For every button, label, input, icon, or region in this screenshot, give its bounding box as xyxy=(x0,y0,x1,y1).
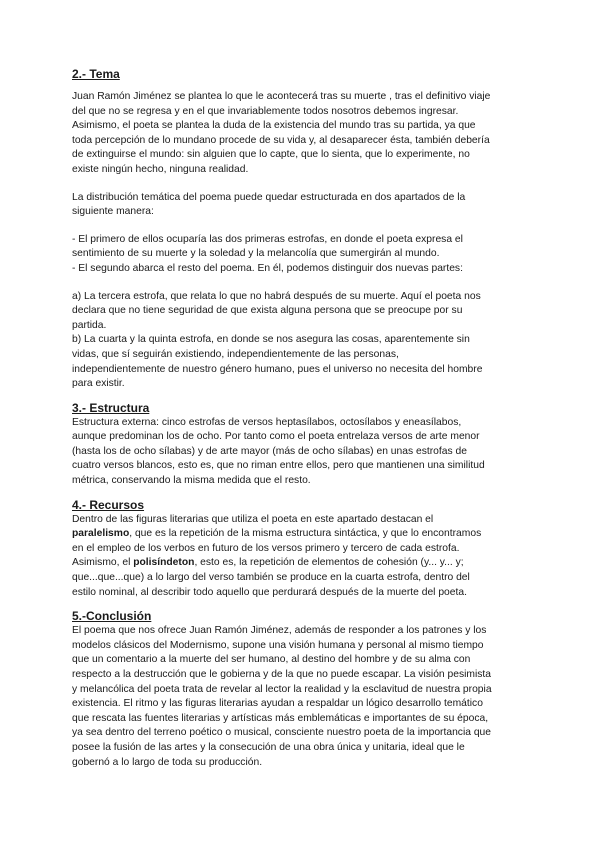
tema-paragraph-2: La distribución temática del poema puede quedar estructurada en dos apartados de la siguiente manera: xyxy=(72,191,466,218)
tema-paragraph-4: a) La tercera estrofa, que relata lo que no habrá después de su muerte. Aquí el poeta nos declara que no tiene seguridad de que exista alguna persona que se preocupe por su partida. b) La cuarta y la quinta estrofa, en donde se nos asegura las cosas, aparentemente sin vidas, que sí seguirán existiendo, independientemente de las personas, independientemente de nuestro género humano, pues el universo no necesita del hombre para existir. xyxy=(72,290,483,390)
tema-paragraph-1: Juan Ramón Jiménez se plantea lo que le acontecerá tras su muerte , tras el definitivo viaje del que no se regresa y en el que invariablemente todos nosotros debemos ingresar. Asimismo, el poeta se plantea la duda de la existencia del mundo tras su partida, ya que toda percepción de lo mundano procede de su vida y, al desaparecer ésta, también debería de extinguirse el mundo: sin alguien que lo capte, que lo sienta, que lo experimente, no existe ningún hecho, ninguna realidad. xyxy=(72,91,491,175)
recursos-paragraph xyxy=(72,513,540,601)
section-heading-recursos: 4.- Recursos xyxy=(72,497,145,512)
recursos-text-3: , esto es, la repetición de elementos de cohesión (y... y... y; que...que...que) a lo largo del verso también se produce en la cuarta estrofa, dentro del estilo nominal, al describir todo aquello que perdurará después de la muerte del poeta. xyxy=(72,557,470,598)
term-polisindeton: polisíndeton xyxy=(133,557,195,569)
section-heading-tema: 2.- Tema xyxy=(72,67,120,81)
recursos-text-1: Dentro de las figuras literarias que utiliza el poeta en este apartado destacan el xyxy=(72,513,434,525)
section-heading-conclusion: 5.-Conclusión xyxy=(72,609,152,624)
tema-paragraph-3: - El primero de ellos ocuparía las dos primeras estrofas, en donde el poeta expresa el sentimiento de su muerte y la soledad y la melancolía que sumergirán al mundo. - El segundo abarca el resto del poema. En él, podemos distinguir dos nuevas partes: xyxy=(72,233,463,274)
section-heading-estructura: 3.- Estructura xyxy=(72,400,150,415)
term-paralelismo: paralelismo xyxy=(72,528,130,540)
estructura-paragraph: Estructura externa: cinco estrofas de versos heptasílabos, octosílabos y eneasílabos, aunque predominan los de ocho. Por tanto como el poeta entrelaza versos de arte menor (hasta los de ocho sílabas) y de arte mayor (más de ocho sílabas) en unas estrofas de cuatro versos blancos, esto es, que no riman entre ellos, pero que mantienen una similitud métrica, conservando la misma medida que el resto. xyxy=(72,416,485,487)
conclusion-paragraph: El poema que nos ofrece Juan Ramón Jiménez, además de responder a los patrones y los modelos clásicos del Modernismo, supone una visión humana y personal al mismo tiempo que un comentario a la muerte del ser humano, al destino del hombre y de su alma con respecto a la destrucción que le gobierna y de la que no puede escapar. La visión pesimista y melancólica del poeta trata de revelar al lector la realidad y la esclavitud de nuestra propia existencia. El ritmo y las figuras literarias ayudan a respaldar un lógico desarrollo temático que rescata las fuentes literarias y artísticas más emblemáticas e importantes de su época, ya sea dentro del terreno poético o musical, consciente nuestro poeta de la importancia que posee la fusión de las artes y la consecución de una obra única y unitaria, ideal que le gobernó a lo largo de toda su producción. xyxy=(72,625,492,768)
document-page xyxy=(72,66,540,770)
recursos-text-2: , que es la repetición de la misma estructura sintáctica, y que lo encontramos en el empleo de los verbos en futuro de los versos primero y tercero de cada estrofa. Asimismo, el xyxy=(72,528,482,569)
